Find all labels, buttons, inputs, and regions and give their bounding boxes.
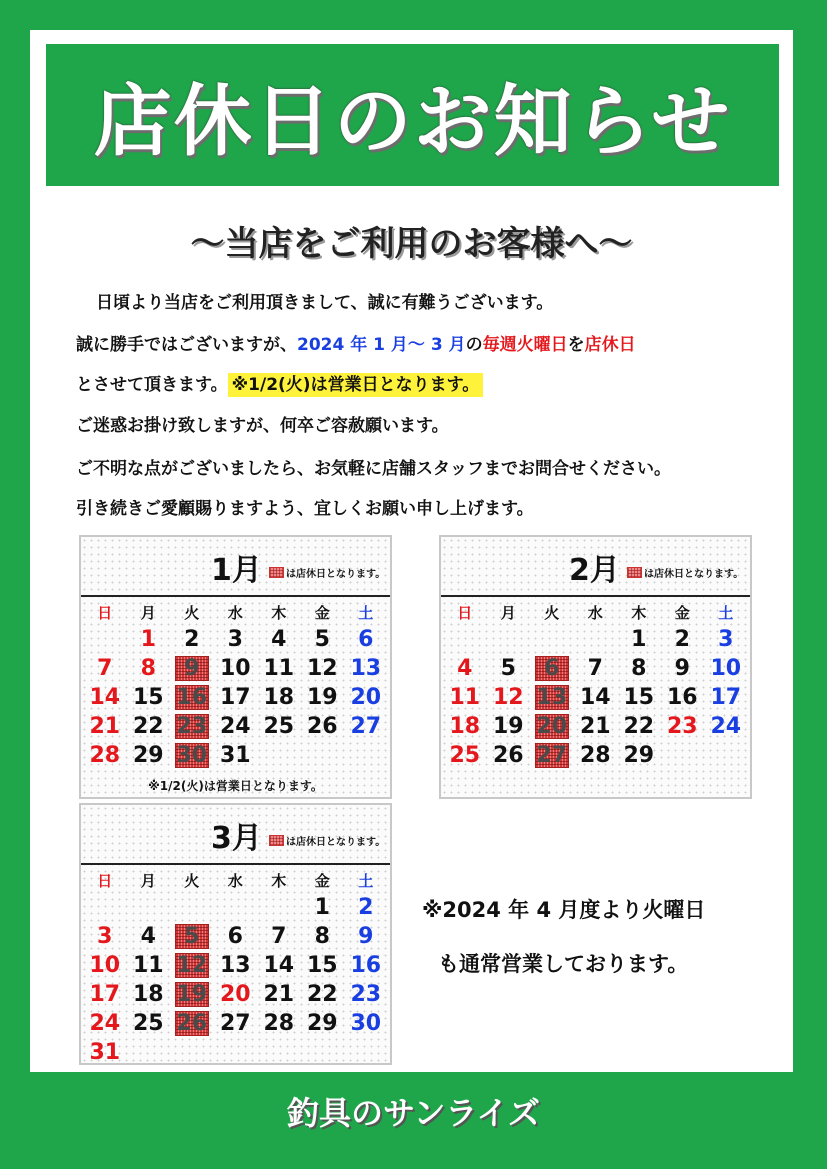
day-cell: 8 bbox=[314, 924, 330, 949]
calendar-divider bbox=[81, 863, 390, 865]
closed-day-cell: 26 bbox=[176, 1011, 208, 1036]
day-cell: 18 bbox=[263, 685, 295, 710]
day-cell: 30 bbox=[350, 1011, 382, 1036]
day-cell: 6 bbox=[358, 627, 374, 652]
calendar-grid bbox=[83, 599, 388, 770]
weekday-header: 水 bbox=[227, 871, 243, 890]
day-cell: 3 bbox=[718, 627, 734, 652]
day-cell: 26 bbox=[306, 714, 338, 739]
day-cell: 27 bbox=[350, 714, 382, 739]
day-cell: 17 bbox=[219, 685, 251, 710]
closed-day-cell: 30 bbox=[176, 743, 208, 768]
day-cell: 24 bbox=[219, 714, 251, 739]
legend-text: は店休日となります。 bbox=[286, 569, 386, 580]
day-cell: 14 bbox=[579, 685, 611, 710]
day-cell bbox=[214, 893, 258, 922]
legend-swatch-icon bbox=[627, 567, 642, 578]
day-cell bbox=[257, 893, 301, 922]
day-cell: 6 bbox=[227, 924, 243, 949]
day-cell: 9 bbox=[358, 924, 374, 949]
closed-day-cell: 16 bbox=[176, 685, 208, 710]
day-cell: 2 bbox=[674, 627, 690, 652]
weekday-header: 金 bbox=[314, 871, 330, 890]
day-cell bbox=[661, 741, 705, 770]
day-cell: 15 bbox=[623, 685, 655, 710]
calendar-legend bbox=[627, 565, 743, 580]
weekday-header: 金 bbox=[314, 603, 330, 622]
day-cell: 17 bbox=[89, 982, 121, 1007]
message-line-2-text: 誠に勝手ではございますが、 bbox=[76, 335, 297, 355]
closed-day-label: 店休日 bbox=[584, 335, 636, 355]
notice-line-1: ※2024 年 4 月度より火曜日 bbox=[422, 898, 706, 922]
business-day-highlight: ※1/2(火)は営業日となります。 bbox=[228, 373, 484, 397]
day-cell bbox=[344, 741, 388, 770]
day-cell: 7 bbox=[271, 924, 287, 949]
day-cell: 31 bbox=[89, 1040, 121, 1065]
day-cell: 12 bbox=[306, 656, 338, 681]
closed-day-cell: 9 bbox=[175, 656, 209, 681]
legend-text: は店休日となります。 bbox=[644, 569, 744, 580]
notice-line-2: も通常営業しております。 bbox=[438, 952, 689, 976]
day-cell: 7 bbox=[587, 656, 603, 681]
weekday-header: 日 bbox=[97, 871, 113, 890]
day-cell: 28 bbox=[89, 743, 121, 768]
day-cell: 20 bbox=[350, 685, 382, 710]
day-cell bbox=[83, 625, 127, 654]
calendar-month: 3月 bbox=[211, 821, 262, 856]
day-cell: 28 bbox=[579, 743, 611, 768]
weekday-header: 土 bbox=[718, 603, 734, 622]
day-cell: 29 bbox=[623, 743, 655, 768]
day-cell: 19 bbox=[492, 714, 524, 739]
day-cell: 19 bbox=[306, 685, 338, 710]
day-cell: 22 bbox=[623, 714, 655, 739]
day-cell: 9 bbox=[674, 656, 690, 681]
weekday-header: 月 bbox=[140, 871, 156, 890]
day-cell: 10 bbox=[89, 953, 121, 978]
day-cell: 4 bbox=[271, 627, 287, 652]
message-line-3-text: とさせて頂きます。 bbox=[76, 375, 228, 395]
day-cell: 15 bbox=[132, 685, 164, 710]
day-cell: 11 bbox=[449, 685, 481, 710]
day-cell bbox=[170, 1038, 214, 1067]
message-line-4: ご迷惑お掛け致しますが、何卒ご容赦願います。 bbox=[76, 416, 449, 436]
message-line-2-particle-2: を bbox=[567, 335, 585, 355]
calendar-header bbox=[81, 805, 390, 861]
weekday-header: 土 bbox=[358, 871, 374, 890]
day-cell: 10 bbox=[219, 656, 251, 681]
day-cell: 12 bbox=[492, 685, 524, 710]
day-cell: 14 bbox=[263, 953, 295, 978]
day-cell: 21 bbox=[263, 982, 295, 1007]
day-cell: 29 bbox=[306, 1011, 338, 1036]
subtitle: 〜当店をご利用のお客様へ〜 bbox=[190, 224, 633, 264]
day-cell: 25 bbox=[263, 714, 295, 739]
calendar-note: ※1/2(火)は営業日となります。 bbox=[148, 779, 323, 793]
calendar-legend bbox=[269, 833, 385, 848]
calendar-march bbox=[79, 803, 392, 1065]
weekday-header: 木 bbox=[271, 871, 287, 890]
day-cell bbox=[574, 625, 618, 654]
day-cell bbox=[301, 1038, 345, 1067]
day-cell: 29 bbox=[132, 743, 164, 768]
weekday-header: 木 bbox=[271, 603, 287, 622]
legend-text: は店休日となります。 bbox=[286, 837, 386, 848]
day-cell: 23 bbox=[666, 714, 698, 739]
day-cell: 8 bbox=[140, 656, 156, 681]
day-cell: 10 bbox=[710, 656, 742, 681]
day-cell: 22 bbox=[306, 982, 338, 1007]
weekday-header: 水 bbox=[227, 603, 243, 622]
day-cell: 25 bbox=[132, 1011, 164, 1036]
day-cell bbox=[214, 1038, 258, 1067]
closed-day-cell: 6 bbox=[535, 656, 569, 681]
day-cell: 26 bbox=[492, 743, 524, 768]
closed-day-cell: 27 bbox=[536, 743, 568, 768]
calendar-divider bbox=[441, 595, 750, 597]
message-line-6: 引き続きご愛顧賜りますよう、宜しくお願い申し上げます。 bbox=[76, 499, 534, 519]
weekday-header: 火 bbox=[544, 603, 560, 622]
weekday-header: 水 bbox=[587, 603, 603, 622]
closed-day-cell: 20 bbox=[536, 714, 568, 739]
calendar-header bbox=[441, 537, 750, 593]
day-cell: 21 bbox=[579, 714, 611, 739]
calendar-month: 1月 bbox=[211, 553, 262, 588]
day-cell: 11 bbox=[263, 656, 295, 681]
closure-period: 2024 年 1 月〜 3 月 bbox=[297, 335, 466, 355]
day-cell: 3 bbox=[97, 924, 113, 949]
day-cell: 5 bbox=[314, 627, 330, 652]
day-cell: 23 bbox=[350, 982, 382, 1007]
day-cell bbox=[443, 625, 487, 654]
day-cell: 16 bbox=[666, 685, 698, 710]
day-cell: 17 bbox=[710, 685, 742, 710]
legend-swatch-icon bbox=[269, 835, 284, 846]
page-title: 店休日のお知らせ bbox=[93, 77, 732, 167]
day-cell bbox=[704, 741, 748, 770]
weekday-header: 日 bbox=[457, 603, 473, 622]
closed-day-cell: 23 bbox=[176, 714, 208, 739]
calendar-february bbox=[439, 535, 752, 799]
weekday-header: 月 bbox=[500, 603, 516, 622]
day-cell: 21 bbox=[89, 714, 121, 739]
day-cell: 27 bbox=[219, 1011, 251, 1036]
day-cell: 1 bbox=[140, 627, 156, 652]
message-line-5: ご不明な点がございましたら、お気軽に店舗スタッフまでお問合せください。 bbox=[76, 459, 671, 479]
day-cell bbox=[344, 1038, 388, 1067]
message-line-1: 日頃より当店をご利用頂きまして、誠に有難うございます。 bbox=[96, 293, 554, 313]
weekday-header: 金 bbox=[674, 603, 690, 622]
day-cell bbox=[127, 893, 171, 922]
day-cell: 4 bbox=[457, 656, 473, 681]
day-cell bbox=[530, 625, 574, 654]
store-name: 釣具のサンライズ bbox=[286, 1094, 541, 1132]
day-cell bbox=[257, 1038, 301, 1067]
weekday-header: 木 bbox=[631, 603, 647, 622]
day-cell: 11 bbox=[132, 953, 164, 978]
day-cell: 18 bbox=[132, 982, 164, 1007]
closed-day-cell: 5 bbox=[175, 924, 209, 949]
weekday-header: 火 bbox=[184, 603, 200, 622]
closed-day-cell: 12 bbox=[176, 953, 208, 978]
day-cell: 2 bbox=[184, 627, 200, 652]
message-line-3 bbox=[76, 370, 483, 395]
day-cell bbox=[257, 741, 301, 770]
weekday-header: 日 bbox=[97, 603, 113, 622]
day-cell: 8 bbox=[631, 656, 647, 681]
notice-sheet bbox=[30, 30, 793, 1072]
day-cell: 2 bbox=[358, 895, 374, 920]
closed-day-cell: 19 bbox=[176, 982, 208, 1007]
calendar-grid bbox=[83, 867, 388, 1067]
day-cell: 22 bbox=[132, 714, 164, 739]
day-cell: 13 bbox=[350, 656, 382, 681]
weekday-header: 月 bbox=[140, 603, 156, 622]
message-line-2 bbox=[76, 330, 636, 355]
day-cell: 14 bbox=[89, 685, 121, 710]
calendar-grid bbox=[443, 599, 748, 770]
day-cell: 28 bbox=[263, 1011, 295, 1036]
day-cell: 24 bbox=[710, 714, 742, 739]
legend-swatch-icon bbox=[269, 567, 284, 578]
day-cell bbox=[83, 893, 127, 922]
title-banner bbox=[46, 44, 779, 186]
calendar-month: 2月 bbox=[569, 553, 620, 588]
day-cell: 1 bbox=[631, 627, 647, 652]
day-cell: 3 bbox=[227, 627, 243, 652]
day-cell: 15 bbox=[306, 953, 338, 978]
day-cell: 16 bbox=[350, 953, 382, 978]
calendar-legend bbox=[269, 565, 385, 580]
message-line-2-particle: の bbox=[465, 335, 483, 355]
day-cell: 31 bbox=[219, 743, 251, 768]
day-cell: 25 bbox=[449, 743, 481, 768]
day-cell: 20 bbox=[219, 982, 251, 1007]
day-cell: 13 bbox=[219, 953, 251, 978]
day-cell: 18 bbox=[449, 714, 481, 739]
day-cell: 4 bbox=[140, 924, 156, 949]
day-cell: 24 bbox=[89, 1011, 121, 1036]
weekday-header: 火 bbox=[184, 871, 200, 890]
day-cell bbox=[127, 1038, 171, 1067]
day-cell bbox=[487, 625, 531, 654]
calendar-divider bbox=[81, 595, 390, 597]
closure-weekday: 毎週火曜日 bbox=[482, 335, 568, 355]
day-cell: 5 bbox=[500, 656, 516, 681]
closed-day-cell: 13 bbox=[536, 685, 568, 710]
day-cell bbox=[301, 741, 345, 770]
calendar-january bbox=[79, 535, 392, 799]
day-cell: 1 bbox=[314, 895, 330, 920]
calendar-header bbox=[81, 537, 390, 593]
day-cell bbox=[170, 893, 214, 922]
day-cell: 7 bbox=[97, 656, 113, 681]
weekday-header: 土 bbox=[358, 603, 374, 622]
